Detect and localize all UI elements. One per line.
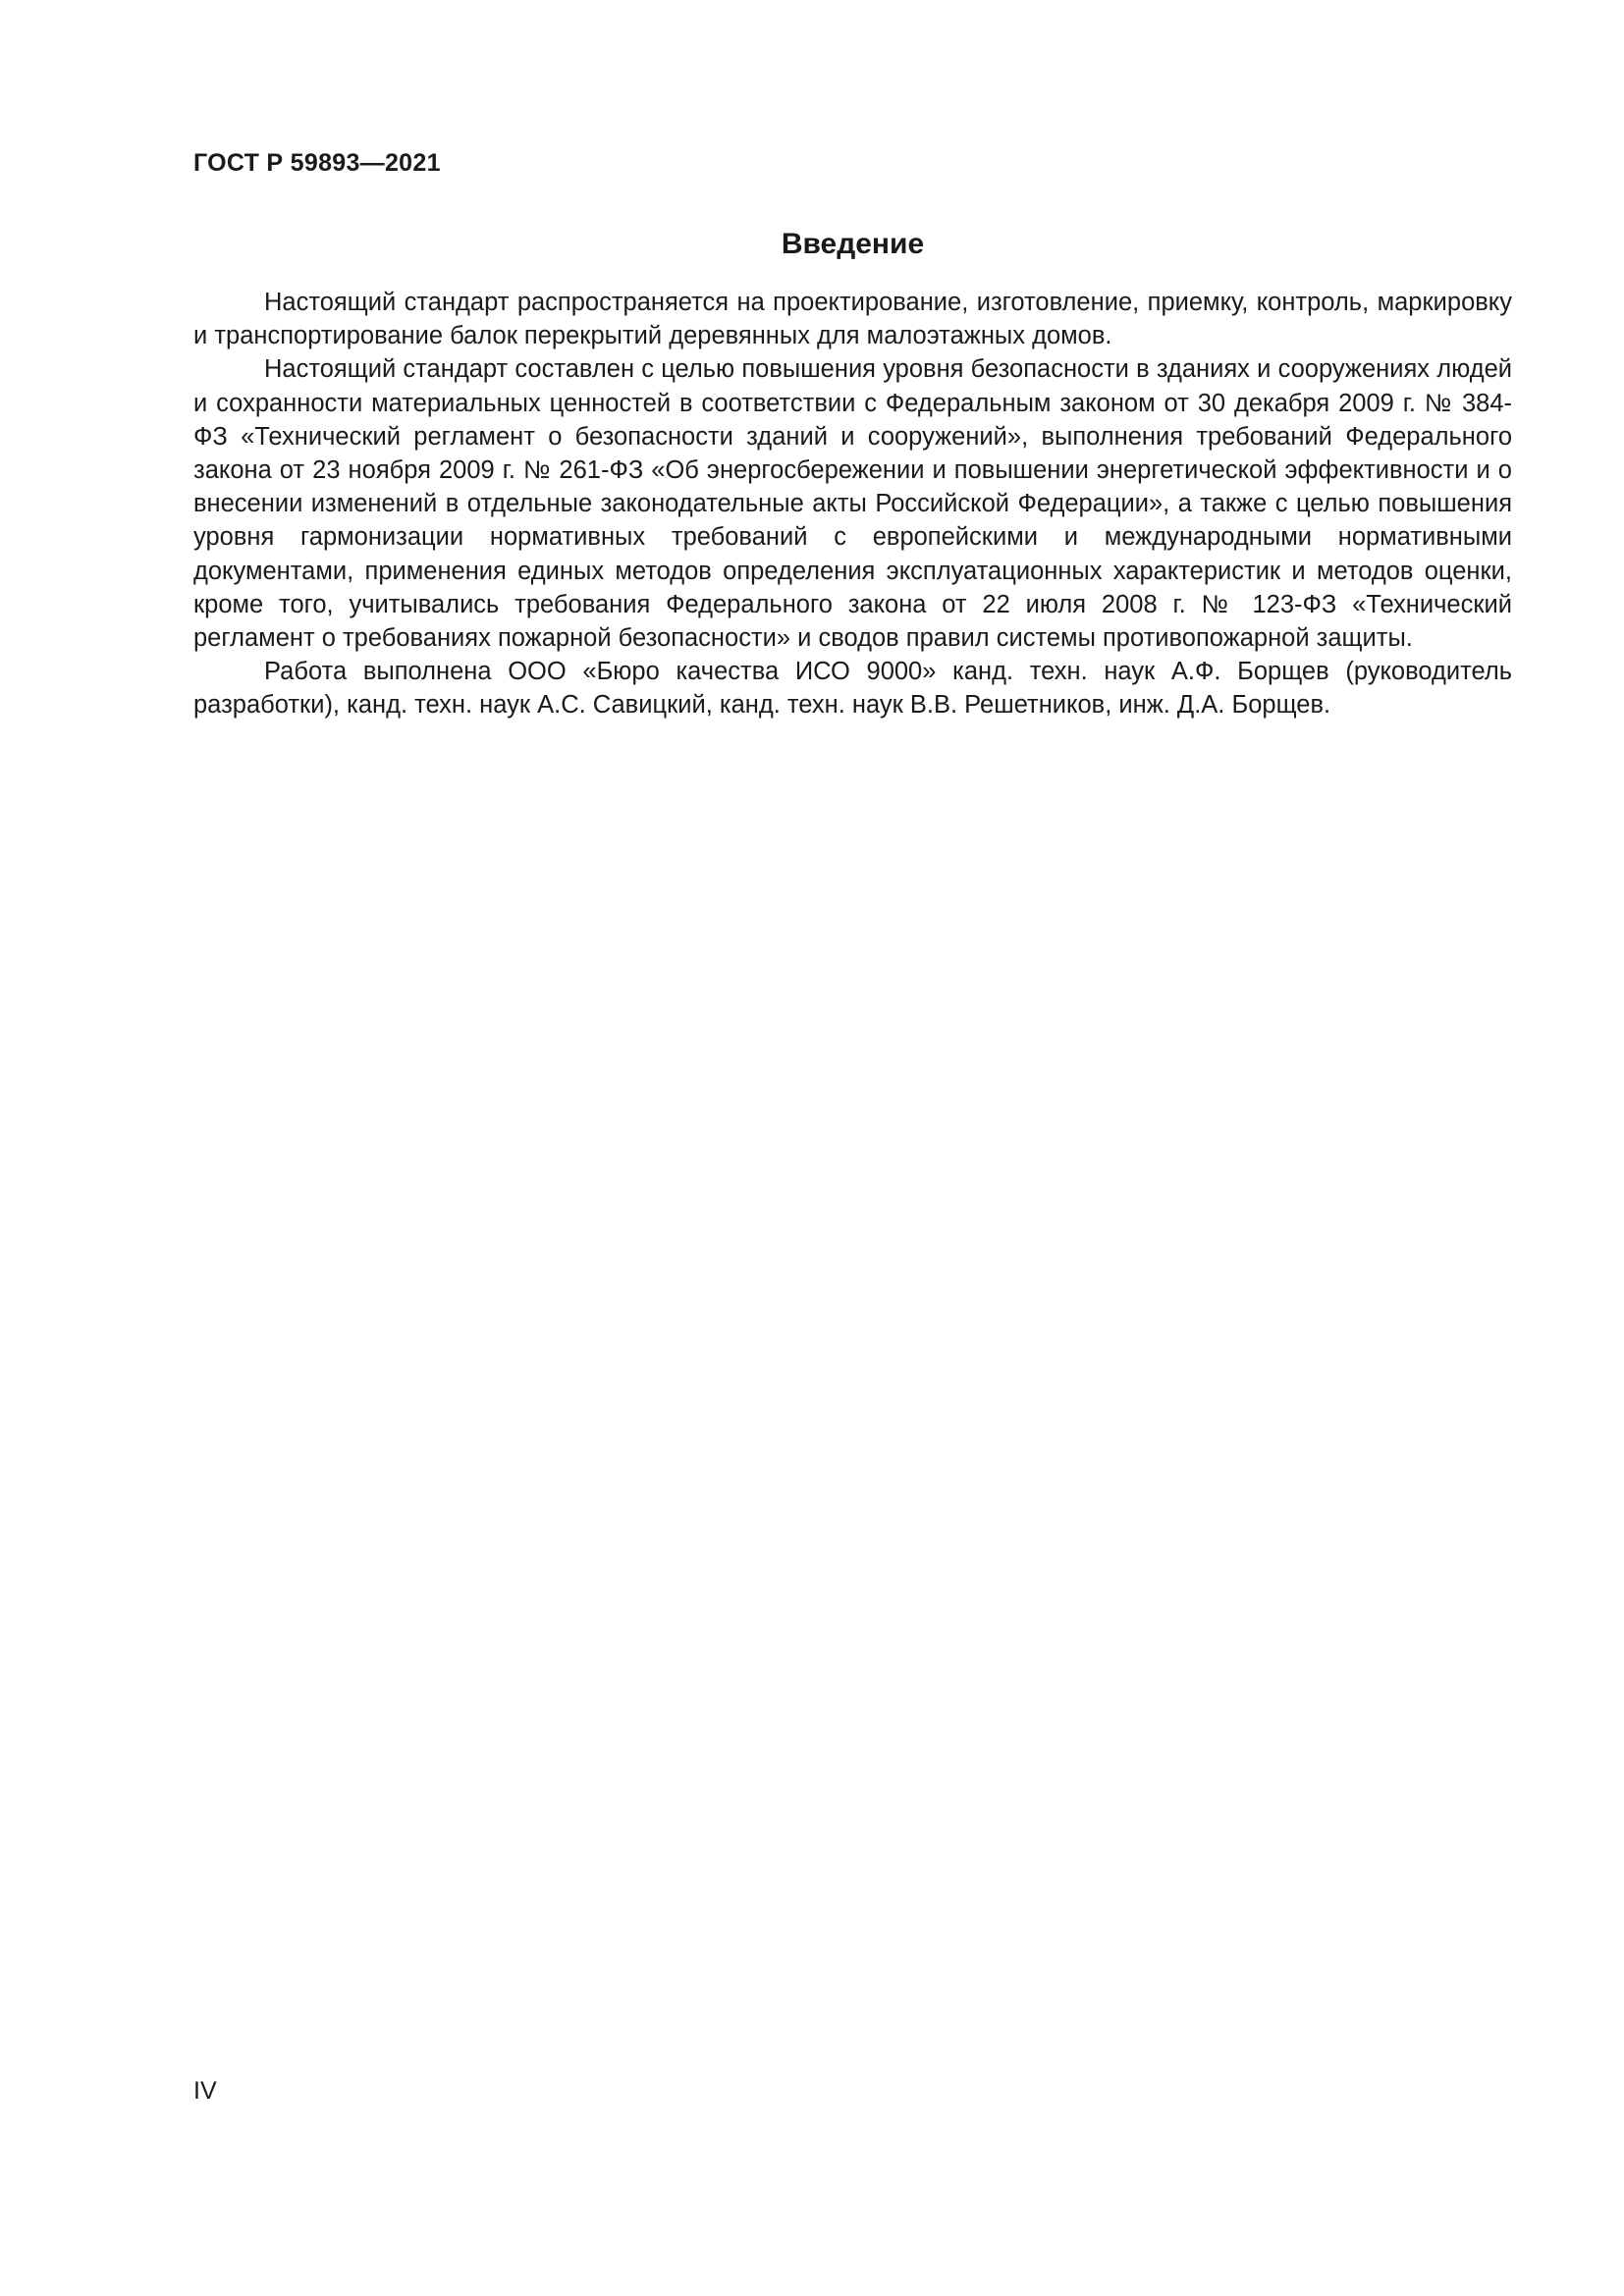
section-title: Введение xyxy=(781,228,925,260)
document-header: ГОСТ Р 59893—2021 xyxy=(193,149,441,177)
paragraph-scope: Настоящий стандарт распространяется на проектирование, изготовление, приемку, контроль, маркировку и транспортирование балок перекрытий деревянных для малоэтажных домов. xyxy=(193,289,1512,350)
paragraph-purpose: Настоящий стандарт составлен с целью повышения уровня безопасности в зданиях и сооружениях людей и сохранности материальных ценностей в соответствии с Федеральным законом от 30 декабря 2009 г. № 384-ФЗ «Технический регламент о безопасности зданий и сооружений», выполнения требований Федерального закона от 23 ноября 2009 г. № 261-ФЗ «Об энергосбережении и повышении энергетической эффективности и о внесении изменений в отдельные законодательные акты Российской Федерации», а также с целью повышения уровня гармонизации нормативных требований с европейскими и международными нормативными документами, применения единых методов определения эксплуатационных характеристик и методов оценки, кроме того, учитывались требования Федерального закона от 22 июля 2008 г. № 123-ФЗ «Технический регламент о требованиях пожарной безопасности» и сводов правил системы противопожарной защиты. xyxy=(193,355,1512,653)
paragraph-authors: Работа выполнена ООО «Бюро качества ИСО 9000» канд. техн. наук А.Ф. Борщев (руководитель разработки), канд. техн. наук А.С. Савицкий, канд. техн. наук В.В. Решетников, инж. Д.А. Борщев. xyxy=(193,658,1512,720)
body-text xyxy=(193,286,1512,722)
page-number: IV xyxy=(193,2077,217,2105)
